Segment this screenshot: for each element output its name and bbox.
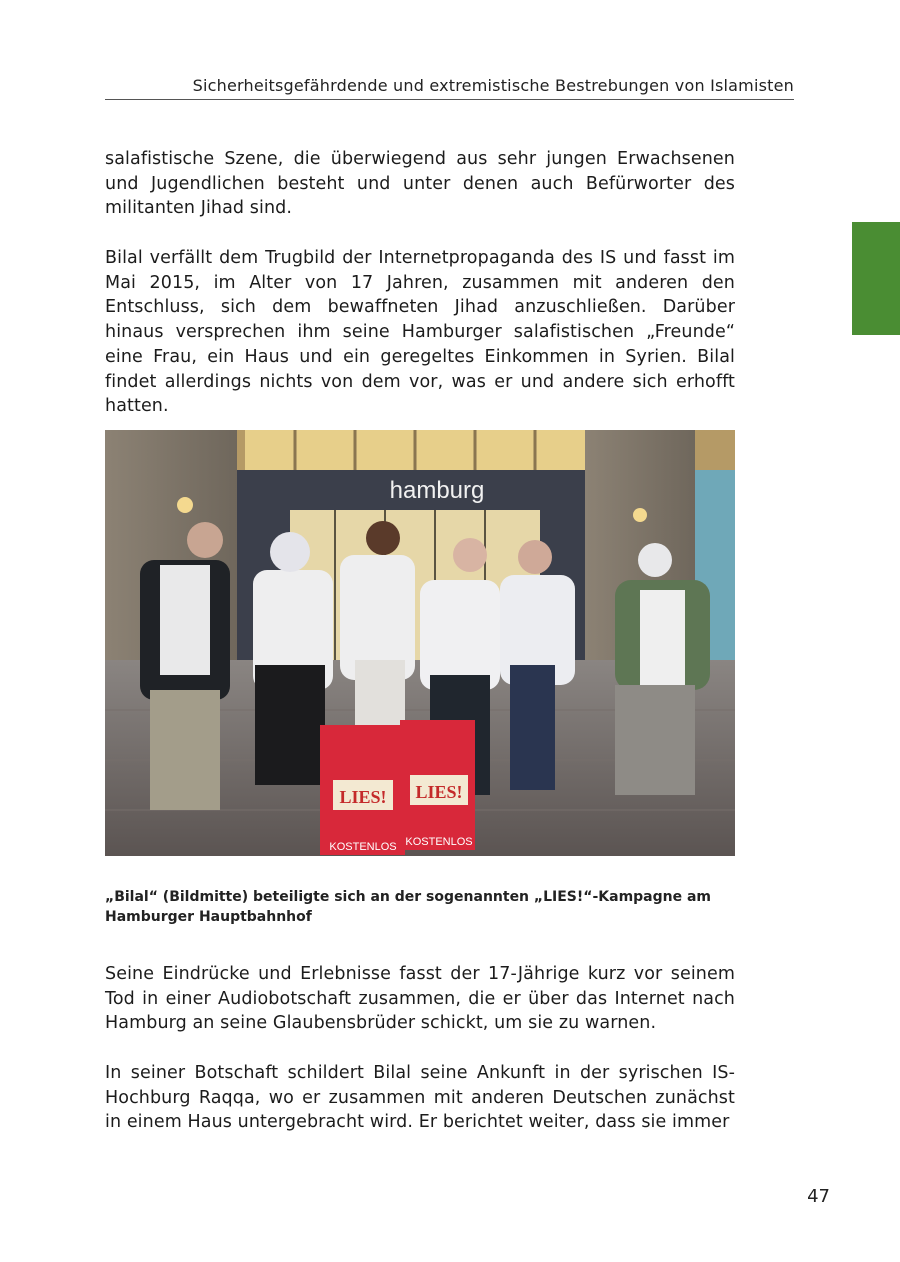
photo-caption: „Bilal“ (Bildmitte) beteiligte sich an der sogenannten „LIES!“-Kampagne am Hamburger Hauptbahnhof [105,889,712,925]
paragraph-1: salafistische Szene, die überwiegend aus sehr jungen Erwachsenen und Jugendlichen besteht und unter denen auch Befürworter des militanten Jihad sind. [105,149,735,219]
page-number: 47 [807,1186,830,1207]
running-header: Sicherheitsgefährdende und extremistische Bestrebungen von Islamisten [105,76,794,100]
lies-cart-left [320,725,405,855]
campaign-photo [105,430,735,856]
chapter-tab-marker [852,222,900,335]
paragraph-2: Bilal verfällt dem Trugbild der Internetpropaganda des IS und fasst im Mai 2015, im Alter von 17 Jahren, zusammen mit anderen den Entschluss, sich dem bewaffneten Jihad anzuschließen. Darüber hinaus versprechen ihm seine Hamburger salafistischen „Freunde“ eine Frau, ein Haus und ein geregeltes Einkommen in Syrien. Bilal findet allerdings nichts von dem vor, was er und andere sich erhofft hatten. [105,248,735,417]
person-1 [140,522,230,810]
svg-text:LIES!: LIES! [339,787,387,807]
svg-text:KOSTENLOS: KOSTENLOS [405,836,473,848]
lies-cart-right [400,720,475,850]
svg-text:LIES!: LIES! [415,782,463,802]
paragraph-4: In seiner Botschaft schildert Bilal seine Ankunft in der syrischen IS-Hochburg Raqqa, wo er zusammen mit anderen Deutschen zunächst in einem Haus untergebracht wird. Er berichtet weiter, dass sie immer [105,1063,735,1133]
sign-text: hamburg [389,477,485,504]
svg-text:KOSTENLOS: KOSTENLOS [329,841,397,853]
paragraph-3: Seine Eindrücke und Erlebnisse fasst der 17-Jährige kurz vor seinem Tod in einer Audiobotschaft zusammen, die er über das Internet nach Hamburg an seine Glaubensbrüder schickt, um sie zu warnen. [105,964,735,1034]
